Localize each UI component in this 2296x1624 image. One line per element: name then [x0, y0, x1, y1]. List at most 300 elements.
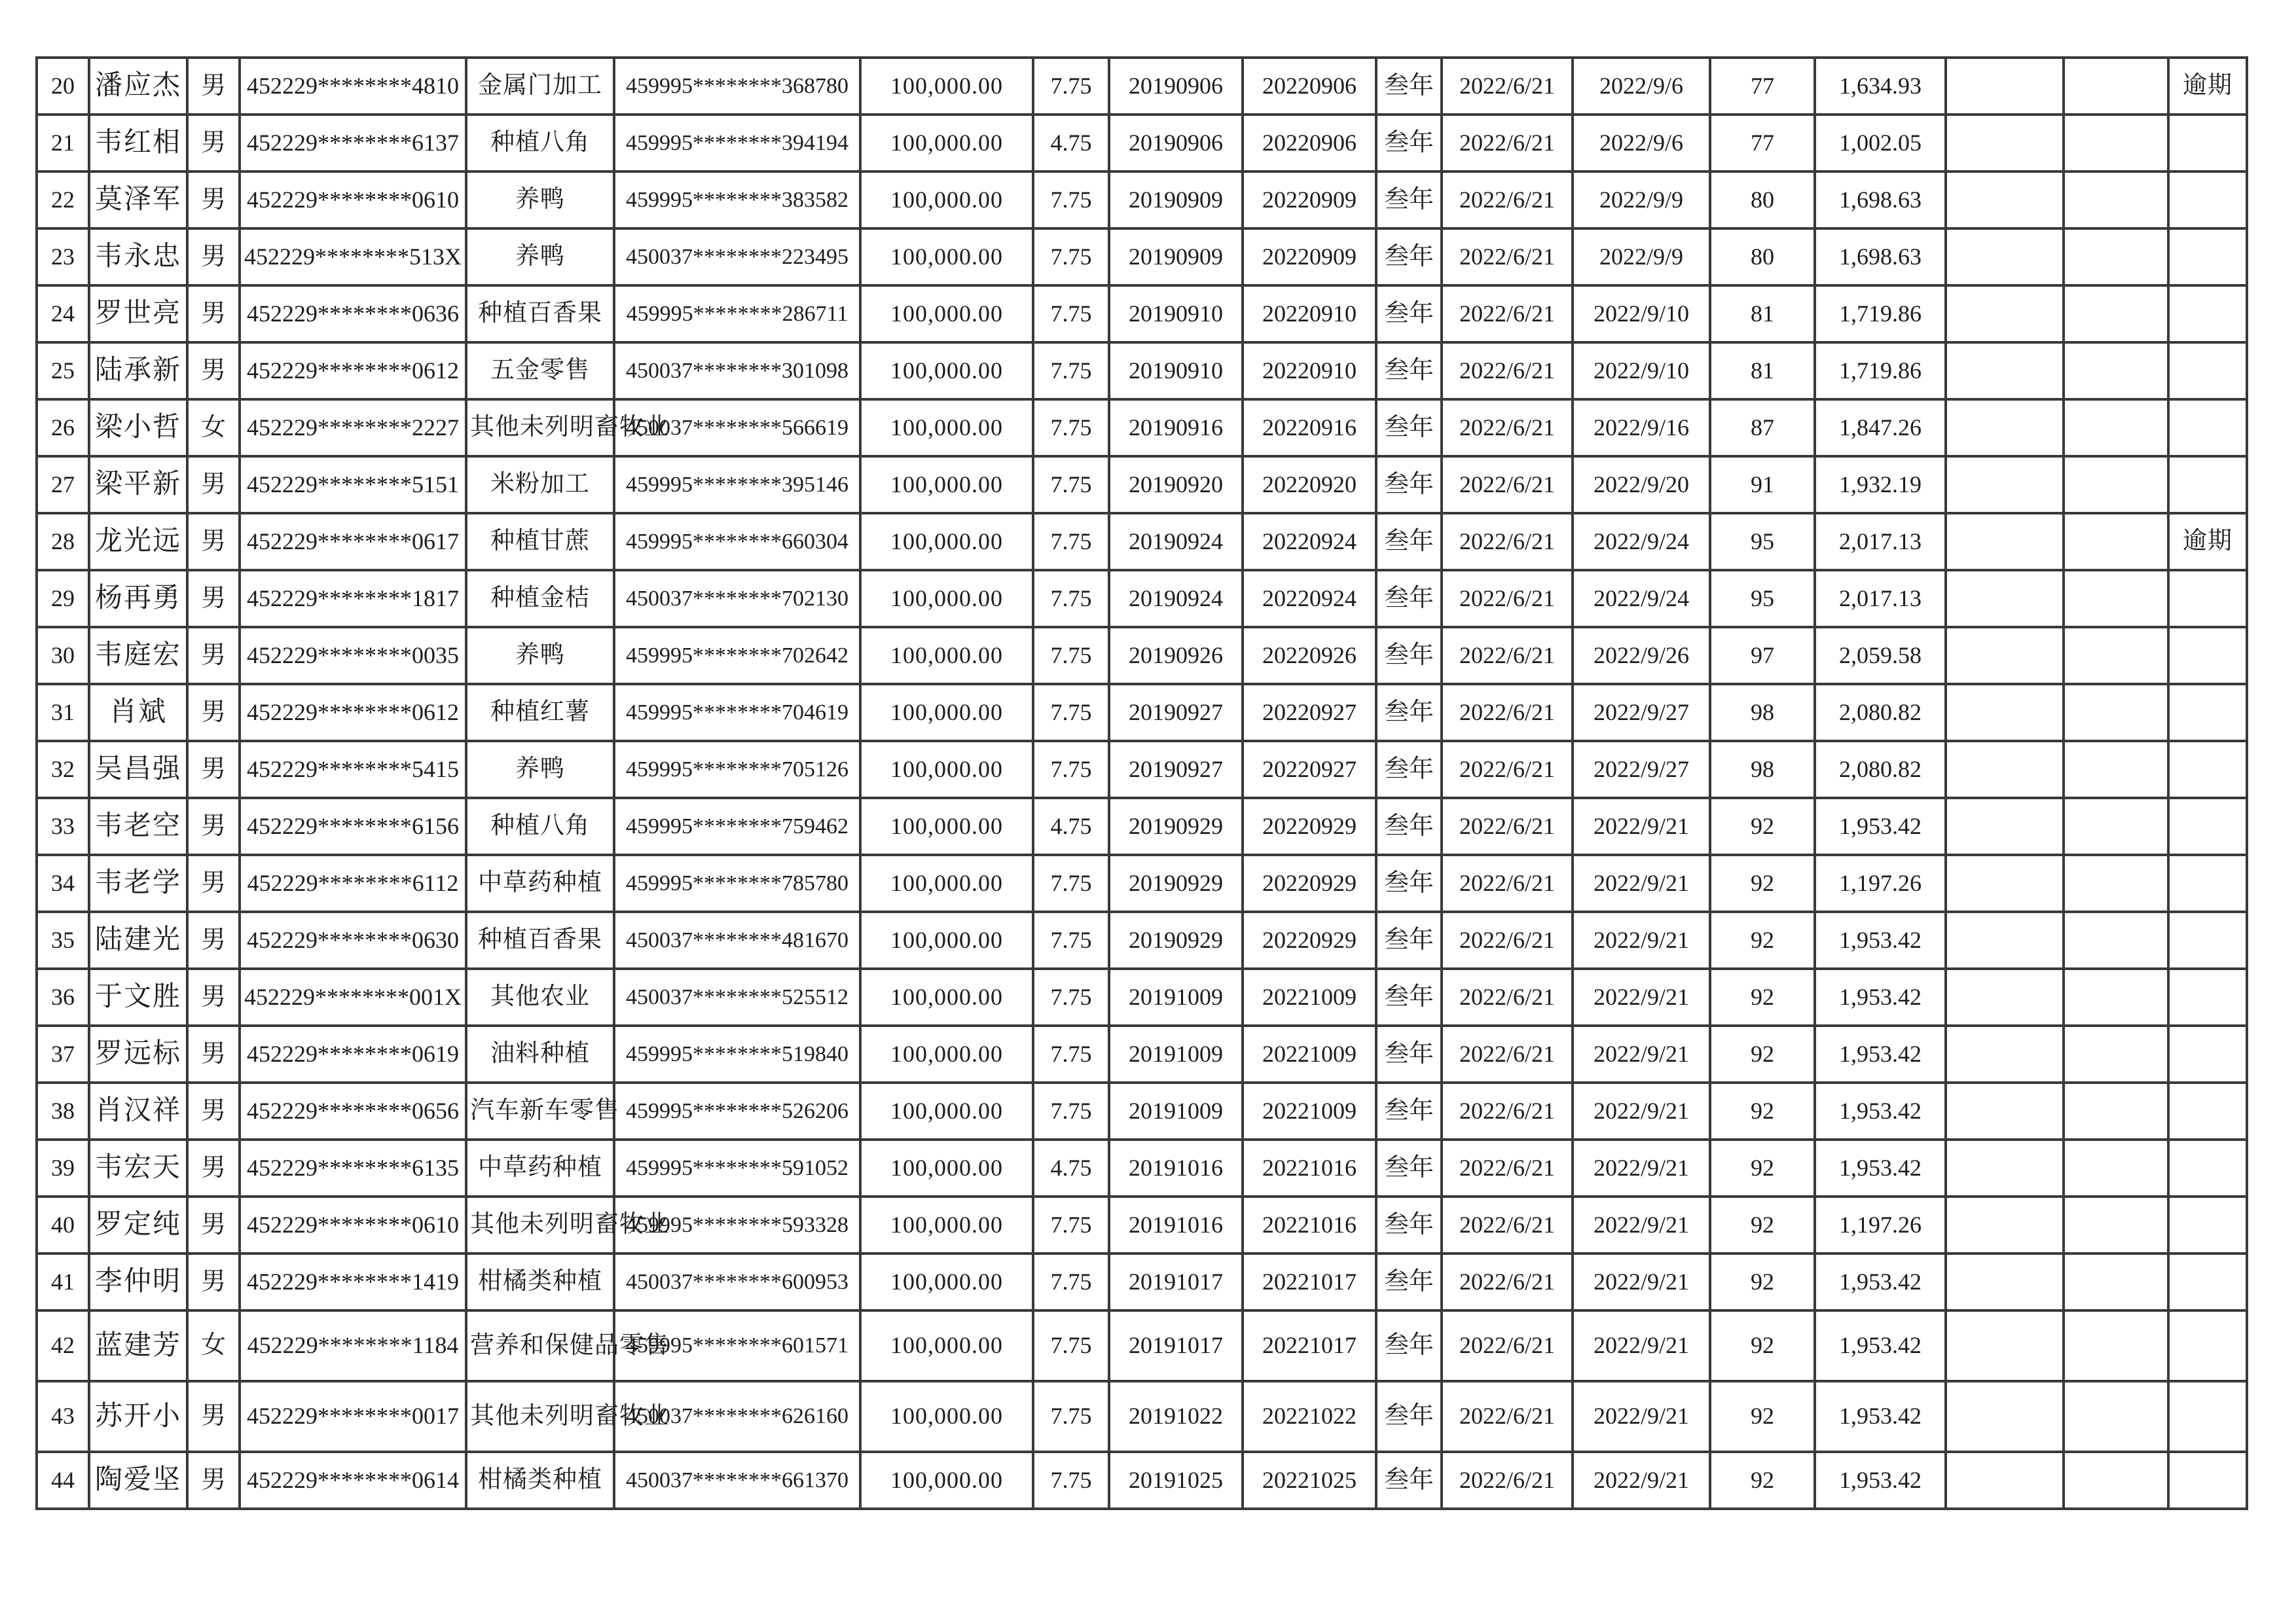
blank-cell — [1946, 1026, 2064, 1083]
blank-cell — [2064, 627, 2168, 684]
interest-rate-cell: 7.75 — [1033, 1254, 1109, 1310]
account-number-cell: 459995********705126 — [614, 741, 860, 798]
gender-cell: 男 — [187, 1381, 240, 1452]
blank-cell — [2064, 969, 2168, 1026]
id-card-cell: 452229********001X — [240, 969, 466, 1026]
interest-days-cell: 81 — [1710, 285, 1815, 342]
blank-cell — [2064, 1083, 2168, 1140]
table-row — [37, 684, 2247, 741]
blank-cell — [2064, 513, 2168, 570]
borrower-name: 于文胜 — [89, 969, 187, 1026]
blank-cell — [1946, 399, 2064, 456]
blank-cell — [2064, 1254, 2168, 1310]
table-row — [37, 513, 2247, 570]
loan-amount-cell: 100,000.00 — [860, 969, 1033, 1026]
industry-cell: 种植百香果 — [466, 285, 614, 342]
interest-end-date-cell: 2022/9/21 — [1573, 798, 1710, 855]
id-card-cell: 452229********0656 — [240, 1083, 466, 1140]
loan-start-date-cell: 20191016 — [1109, 1197, 1243, 1254]
loan-start-date-cell: 20191017 — [1109, 1254, 1243, 1310]
gender-cell: 男 — [187, 513, 240, 570]
loan-end-date-cell: 20220906 — [1243, 58, 1376, 115]
loan-end-date-cell: 20221022 — [1243, 1381, 1376, 1452]
loan-start-date-cell: 20190927 — [1109, 684, 1243, 741]
row-number: 23 — [37, 228, 89, 285]
loan-start-date-cell: 20191017 — [1109, 1310, 1243, 1381]
loan-amount-cell: 100,000.00 — [860, 342, 1033, 399]
blank-cell — [1946, 58, 2064, 115]
row-number: 26 — [37, 399, 89, 456]
blank-cell — [1946, 228, 2064, 285]
interest-days-cell: 92 — [1710, 855, 1815, 912]
loan-end-date-cell: 20220920 — [1243, 456, 1376, 513]
table-row — [37, 1381, 2247, 1452]
interest-start-date-cell: 2022/6/21 — [1442, 741, 1573, 798]
loan-start-date-cell: 20191025 — [1109, 1452, 1243, 1509]
gender-cell: 男 — [187, 684, 240, 741]
row-number: 31 — [37, 684, 89, 741]
interest-amount-cell: 1,847.26 — [1815, 399, 1946, 456]
loan-term-cell: 叁年 — [1376, 171, 1442, 228]
account-number-cell: 459995********704619 — [614, 684, 860, 741]
loan-start-date-cell: 20190910 — [1109, 342, 1243, 399]
borrower-name: 陶爱坚 — [89, 1452, 187, 1509]
gender-cell: 男 — [187, 1254, 240, 1310]
borrower-name: 梁平新 — [89, 456, 187, 513]
loan-end-date-cell: 20220906 — [1243, 115, 1376, 171]
loan-start-date-cell: 20190926 — [1109, 627, 1243, 684]
account-number-cell: 459995********785780 — [614, 855, 860, 912]
row-number: 43 — [37, 1381, 89, 1452]
industry-cell: 种植红薯 — [466, 684, 614, 741]
interest-rate-cell: 7.75 — [1033, 58, 1109, 115]
interest-days-cell: 80 — [1710, 171, 1815, 228]
blank-cell — [2064, 115, 2168, 171]
table-row — [37, 1452, 2247, 1509]
loan-end-date-cell: 20220909 — [1243, 171, 1376, 228]
interest-end-date-cell: 2022/9/21 — [1573, 1026, 1710, 1083]
gender-cell: 女 — [187, 399, 240, 456]
interest-start-date-cell: 2022/6/21 — [1442, 58, 1573, 115]
blank-cell — [2064, 171, 2168, 228]
loan-term-cell: 叁年 — [1376, 1452, 1442, 1509]
loan-start-date-cell: 20190906 — [1109, 58, 1243, 115]
interest-start-date-cell: 2022/6/21 — [1442, 171, 1573, 228]
interest-days-cell: 77 — [1710, 115, 1815, 171]
blank-cell — [2064, 58, 2168, 115]
borrower-name: 韦永忠 — [89, 228, 187, 285]
interest-end-date-cell: 2022/9/21 — [1573, 912, 1710, 969]
id-card-cell: 452229********1419 — [240, 1254, 466, 1310]
account-number-cell: 450037********661370 — [614, 1452, 860, 1509]
interest-days-cell: 77 — [1710, 58, 1815, 115]
account-number-cell: 450037********626160 — [614, 1381, 860, 1452]
interest-days-cell: 87 — [1710, 399, 1815, 456]
loan-end-date-cell: 20221009 — [1243, 1083, 1376, 1140]
interest-rate-cell: 4.75 — [1033, 1140, 1109, 1197]
borrower-name: 李仲明 — [89, 1254, 187, 1310]
table-row — [37, 1254, 2247, 1310]
interest-days-cell: 92 — [1710, 1140, 1815, 1197]
remark-cell — [2168, 912, 2247, 969]
interest-amount-cell: 1,719.86 — [1815, 285, 1946, 342]
gender-cell: 男 — [187, 171, 240, 228]
loan-start-date-cell: 20190924 — [1109, 513, 1243, 570]
borrower-name: 杨再勇 — [89, 570, 187, 627]
remark-cell — [2168, 1083, 2247, 1140]
account-number-cell: 459995********702642 — [614, 627, 860, 684]
remark-cell — [2168, 1310, 2247, 1381]
loan-end-date-cell: 20220924 — [1243, 570, 1376, 627]
gender-cell: 男 — [187, 741, 240, 798]
loan-amount-cell: 100,000.00 — [860, 1026, 1033, 1083]
id-card-cell: 452229********5151 — [240, 456, 466, 513]
loan-end-date-cell: 20221009 — [1243, 969, 1376, 1026]
row-number: 28 — [37, 513, 89, 570]
interest-start-date-cell: 2022/6/21 — [1442, 627, 1573, 684]
interest-start-date-cell: 2022/6/21 — [1442, 342, 1573, 399]
industry-cell: 养鸭 — [466, 741, 614, 798]
blank-cell — [1946, 855, 2064, 912]
interest-end-date-cell: 2022/9/21 — [1573, 969, 1710, 1026]
interest-amount-cell: 1,698.63 — [1815, 228, 1946, 285]
blank-cell — [1946, 684, 2064, 741]
id-card-cell: 452229********0630 — [240, 912, 466, 969]
loan-amount-cell: 100,000.00 — [860, 58, 1033, 115]
interest-end-date-cell: 2022/9/10 — [1573, 285, 1710, 342]
interest-amount-cell: 1,953.42 — [1815, 1254, 1946, 1310]
loan-end-date-cell: 20220929 — [1243, 912, 1376, 969]
loan-start-date-cell: 20191009 — [1109, 1083, 1243, 1140]
industry-cell: 油料种植 — [466, 1026, 614, 1083]
loan-term-cell: 叁年 — [1376, 855, 1442, 912]
interest-end-date-cell: 2022/9/9 — [1573, 228, 1710, 285]
account-number-cell: 450037********702130 — [614, 570, 860, 627]
loan-term-cell: 叁年 — [1376, 1083, 1442, 1140]
interest-end-date-cell: 2022/9/24 — [1573, 513, 1710, 570]
row-number: 33 — [37, 798, 89, 855]
industry-cell: 柑橘类种植 — [466, 1254, 614, 1310]
id-card-cell: 452229********0610 — [240, 171, 466, 228]
interest-end-date-cell: 2022/9/27 — [1573, 684, 1710, 741]
loan-term-cell: 叁年 — [1376, 570, 1442, 627]
remark-cell — [2168, 115, 2247, 171]
blank-cell — [1946, 285, 2064, 342]
row-number: 44 — [37, 1452, 89, 1509]
interest-days-cell: 92 — [1710, 1381, 1815, 1452]
interest-rate-cell: 7.75 — [1033, 741, 1109, 798]
remark-cell: 逾期 — [2168, 513, 2247, 570]
account-number-cell: 459995********395146 — [614, 456, 860, 513]
interest-end-date-cell: 2022/9/6 — [1573, 58, 1710, 115]
industry-cell: 营养和保健品零售 — [466, 1310, 614, 1381]
interest-rate-cell: 7.75 — [1033, 1310, 1109, 1381]
interest-rate-cell: 7.75 — [1033, 1026, 1109, 1083]
loan-term-cell: 叁年 — [1376, 1140, 1442, 1197]
loan-amount-cell: 100,000.00 — [860, 1083, 1033, 1140]
interest-start-date-cell: 2022/6/21 — [1442, 855, 1573, 912]
row-number: 38 — [37, 1083, 89, 1140]
borrower-name: 韦宏天 — [89, 1140, 187, 1197]
id-card-cell: 452229********6137 — [240, 115, 466, 171]
interest-end-date-cell: 2022/9/24 — [1573, 570, 1710, 627]
loan-start-date-cell: 20190916 — [1109, 399, 1243, 456]
gender-cell: 男 — [187, 912, 240, 969]
loan-end-date-cell: 20221017 — [1243, 1254, 1376, 1310]
id-card-cell: 452229********5415 — [240, 741, 466, 798]
loan-start-date-cell: 20190929 — [1109, 855, 1243, 912]
gender-cell: 男 — [187, 342, 240, 399]
loan-start-date-cell: 20190924 — [1109, 570, 1243, 627]
interest-days-cell: 98 — [1710, 741, 1815, 798]
account-number-cell: 459995********526206 — [614, 1083, 860, 1140]
account-number-cell: 450037********223495 — [614, 228, 860, 285]
id-card-cell: 452229********0017 — [240, 1381, 466, 1452]
blank-cell — [1946, 1197, 2064, 1254]
borrower-name: 吴昌强 — [89, 741, 187, 798]
loan-interest-table — [35, 56, 2248, 1510]
loan-end-date-cell: 20220929 — [1243, 798, 1376, 855]
industry-cell: 米粉加工 — [466, 456, 614, 513]
interest-amount-cell: 1,197.26 — [1815, 855, 1946, 912]
remark-cell — [2168, 1140, 2247, 1197]
blank-cell — [2064, 285, 2168, 342]
loan-amount-cell: 100,000.00 — [860, 627, 1033, 684]
blank-cell — [1946, 798, 2064, 855]
row-number: 30 — [37, 627, 89, 684]
interest-days-cell: 92 — [1710, 969, 1815, 1026]
interest-days-cell: 92 — [1710, 798, 1815, 855]
interest-amount-cell: 1,953.42 — [1815, 798, 1946, 855]
interest-end-date-cell: 2022/9/21 — [1573, 1452, 1710, 1509]
remark-cell — [2168, 1381, 2247, 1452]
interest-end-date-cell: 2022/9/6 — [1573, 115, 1710, 171]
remark-cell — [2168, 798, 2247, 855]
blank-cell — [2064, 798, 2168, 855]
blank-cell — [2064, 456, 2168, 513]
interest-rate-cell: 7.75 — [1033, 228, 1109, 285]
interest-amount-cell: 2,059.58 — [1815, 627, 1946, 684]
row-number: 41 — [37, 1254, 89, 1310]
blank-cell — [2064, 855, 2168, 912]
loan-term-cell: 叁年 — [1376, 456, 1442, 513]
interest-days-cell: 81 — [1710, 342, 1815, 399]
gender-cell: 男 — [187, 969, 240, 1026]
id-card-cell: 452229********0612 — [240, 684, 466, 741]
table-row — [37, 855, 2247, 912]
interest-days-cell: 95 — [1710, 513, 1815, 570]
borrower-name: 陆建光 — [89, 912, 187, 969]
interest-amount-cell: 1,953.42 — [1815, 912, 1946, 969]
loan-term-cell: 叁年 — [1376, 513, 1442, 570]
interest-end-date-cell: 2022/9/27 — [1573, 741, 1710, 798]
row-number: 34 — [37, 855, 89, 912]
blank-cell — [2064, 228, 2168, 285]
remark-cell — [2168, 855, 2247, 912]
borrower-name: 龙光远 — [89, 513, 187, 570]
loan-end-date-cell: 20220910 — [1243, 285, 1376, 342]
loan-term-cell: 叁年 — [1376, 1026, 1442, 1083]
borrower-name: 韦老学 — [89, 855, 187, 912]
loan-amount-cell: 100,000.00 — [860, 912, 1033, 969]
blank-cell — [2064, 570, 2168, 627]
loan-end-date-cell: 20221016 — [1243, 1140, 1376, 1197]
loan-term-cell: 叁年 — [1376, 399, 1442, 456]
interest-amount-cell: 1,634.93 — [1815, 58, 1946, 115]
blank-cell — [1946, 570, 2064, 627]
interest-days-cell: 98 — [1710, 684, 1815, 741]
industry-cell: 五金零售 — [466, 342, 614, 399]
loan-start-date-cell: 20190929 — [1109, 798, 1243, 855]
gender-cell: 男 — [187, 228, 240, 285]
table-row — [37, 1083, 2247, 1140]
loan-term-cell: 叁年 — [1376, 1381, 1442, 1452]
account-number-cell: 459995********519840 — [614, 1026, 860, 1083]
blank-cell — [2064, 1381, 2168, 1452]
interest-start-date-cell: 2022/6/21 — [1442, 1197, 1573, 1254]
remark-cell — [2168, 456, 2247, 513]
table-row — [37, 798, 2247, 855]
remark-cell — [2168, 1452, 2247, 1509]
industry-cell: 金属门加工 — [466, 58, 614, 115]
interest-amount-cell: 1,719.86 — [1815, 342, 1946, 399]
id-card-cell: 452229********2227 — [240, 399, 466, 456]
gender-cell: 男 — [187, 1083, 240, 1140]
table-row — [37, 58, 2247, 115]
account-number-cell: 450037********481670 — [614, 912, 860, 969]
interest-rate-cell: 7.75 — [1033, 1197, 1109, 1254]
interest-end-date-cell: 2022/9/21 — [1573, 1140, 1710, 1197]
blank-cell — [1946, 912, 2064, 969]
remark-cell — [2168, 342, 2247, 399]
interest-days-cell: 91 — [1710, 456, 1815, 513]
table-row — [37, 342, 2247, 399]
interest-start-date-cell: 2022/6/21 — [1442, 684, 1573, 741]
row-number: 42 — [37, 1310, 89, 1381]
interest-rate-cell: 7.75 — [1033, 171, 1109, 228]
row-number: 29 — [37, 570, 89, 627]
id-card-cell: 452229********6135 — [240, 1140, 466, 1197]
industry-cell: 种植八角 — [466, 115, 614, 171]
id-card-cell: 452229********0035 — [240, 627, 466, 684]
id-card-cell: 452229********6156 — [240, 798, 466, 855]
remark-cell — [2168, 171, 2247, 228]
table-row — [37, 1140, 2247, 1197]
account-number-cell: 450037********525512 — [614, 969, 860, 1026]
loan-start-date-cell: 20191009 — [1109, 1026, 1243, 1083]
table-row — [37, 969, 2247, 1026]
interest-rate-cell: 7.75 — [1033, 513, 1109, 570]
loan-start-date-cell: 20190909 — [1109, 228, 1243, 285]
interest-end-date-cell: 2022/9/9 — [1573, 171, 1710, 228]
row-number: 36 — [37, 969, 89, 1026]
interest-days-cell: 92 — [1710, 912, 1815, 969]
interest-days-cell: 92 — [1710, 1026, 1815, 1083]
gender-cell: 男 — [187, 798, 240, 855]
loan-end-date-cell: 20221016 — [1243, 1197, 1376, 1254]
gender-cell: 男 — [187, 570, 240, 627]
gender-cell: 男 — [187, 58, 240, 115]
interest-start-date-cell: 2022/6/21 — [1442, 798, 1573, 855]
interest-amount-cell: 2,080.82 — [1815, 684, 1946, 741]
loan-term-cell: 叁年 — [1376, 912, 1442, 969]
row-number: 22 — [37, 171, 89, 228]
interest-days-cell: 92 — [1710, 1197, 1815, 1254]
blank-cell — [1946, 1452, 2064, 1509]
industry-cell: 养鸭 — [466, 171, 614, 228]
interest-start-date-cell: 2022/6/21 — [1442, 1381, 1573, 1452]
blank-cell — [2064, 1197, 2168, 1254]
loan-term-cell: 叁年 — [1376, 1310, 1442, 1381]
industry-cell: 中草药种植 — [466, 1140, 614, 1197]
interest-start-date-cell: 2022/6/21 — [1442, 456, 1573, 513]
loan-term-cell: 叁年 — [1376, 115, 1442, 171]
loan-amount-cell: 100,000.00 — [860, 1197, 1033, 1254]
blank-cell — [1946, 969, 2064, 1026]
interest-end-date-cell: 2022/9/10 — [1573, 342, 1710, 399]
loan-amount-cell: 100,000.00 — [860, 399, 1033, 456]
blank-cell — [1946, 1140, 2064, 1197]
loan-amount-cell: 100,000.00 — [860, 1140, 1033, 1197]
industry-cell: 其他未列明畜牧业 — [466, 399, 614, 456]
loan-start-date-cell: 20190929 — [1109, 912, 1243, 969]
loan-amount-cell: 100,000.00 — [860, 1452, 1033, 1509]
remark-cell — [2168, 627, 2247, 684]
loan-end-date-cell: 20221017 — [1243, 1310, 1376, 1381]
table-row — [37, 1026, 2247, 1083]
id-card-cell: 452229********0610 — [240, 1197, 466, 1254]
interest-start-date-cell: 2022/6/21 — [1442, 399, 1573, 456]
remark-cell — [2168, 228, 2247, 285]
id-card-cell: 452229********0612 — [240, 342, 466, 399]
interest-start-date-cell: 2022/6/21 — [1442, 115, 1573, 171]
borrower-name: 肖汉祥 — [89, 1083, 187, 1140]
id-card-cell: 452229********1817 — [240, 570, 466, 627]
table-row — [37, 1197, 2247, 1254]
loan-end-date-cell: 20220927 — [1243, 741, 1376, 798]
loan-term-cell: 叁年 — [1376, 342, 1442, 399]
blank-cell — [1946, 1381, 2064, 1452]
loan-end-date-cell: 20220929 — [1243, 855, 1376, 912]
interest-amount-cell: 1,953.42 — [1815, 1310, 1946, 1381]
loan-amount-cell: 100,000.00 — [860, 570, 1033, 627]
gender-cell: 男 — [187, 115, 240, 171]
industry-cell: 其他农业 — [466, 969, 614, 1026]
blank-cell — [2064, 342, 2168, 399]
loan-end-date-cell: 20221009 — [1243, 1026, 1376, 1083]
loan-term-cell: 叁年 — [1376, 58, 1442, 115]
row-number: 37 — [37, 1026, 89, 1083]
account-number-cell: 459995********394194 — [614, 115, 860, 171]
interest-amount-cell: 1,953.42 — [1815, 1381, 1946, 1452]
loan-start-date-cell: 20190910 — [1109, 285, 1243, 342]
borrower-name: 韦红相 — [89, 115, 187, 171]
borrower-name: 潘应杰 — [89, 58, 187, 115]
loan-end-date-cell: 20221025 — [1243, 1452, 1376, 1509]
interest-amount-cell: 1,953.42 — [1815, 969, 1946, 1026]
id-card-cell: 452229********0619 — [240, 1026, 466, 1083]
interest-end-date-cell: 2022/9/21 — [1573, 1381, 1710, 1452]
interest-rate-cell: 7.75 — [1033, 627, 1109, 684]
blank-cell — [2064, 1140, 2168, 1197]
loan-start-date-cell: 20191022 — [1109, 1381, 1243, 1452]
interest-days-cell: 92 — [1710, 1254, 1815, 1310]
remark-cell — [2168, 1197, 2247, 1254]
id-card-cell: 452229********513X — [240, 228, 466, 285]
interest-amount-cell: 2,080.82 — [1815, 741, 1946, 798]
interest-end-date-cell: 2022/9/21 — [1573, 1254, 1710, 1310]
blank-cell — [1946, 342, 2064, 399]
